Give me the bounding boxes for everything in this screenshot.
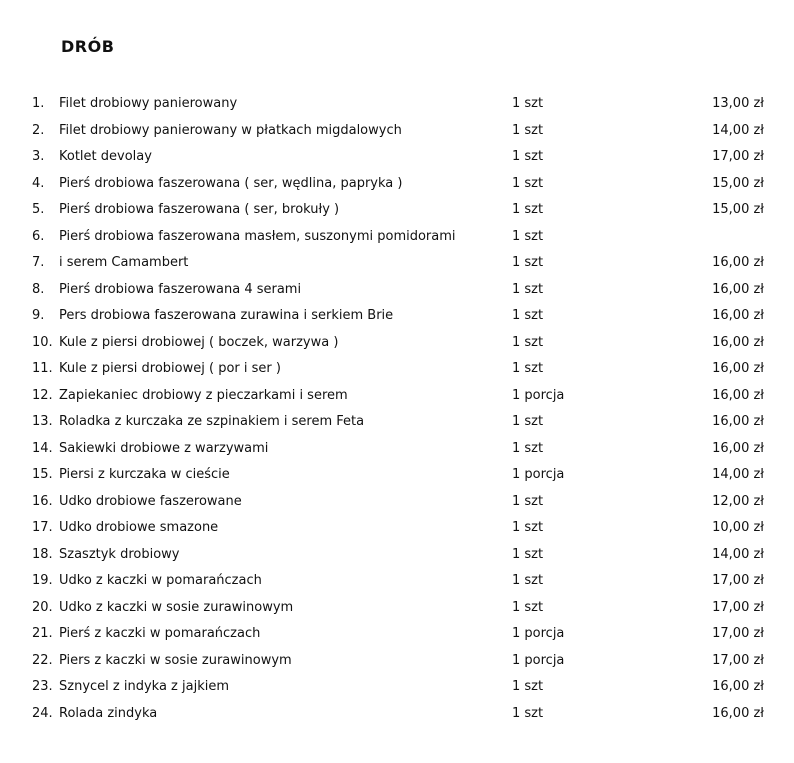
item-number: 24. [32, 705, 53, 721]
menu-item-row [0, 701, 794, 728]
item-number: 4. [32, 175, 45, 191]
item-price: 10,00 zł [712, 520, 764, 535]
item-quantity: 1 szt [512, 679, 544, 694]
item-price: 14,00 zł [712, 122, 764, 138]
item-number: 9. [32, 308, 45, 323]
item-name: Pers drobiowa faszerowana zurawina i serkiem Brie [59, 308, 394, 323]
item-quantity: 1 szt [512, 414, 544, 429]
item-name: Filet drobiowy panierowany w płatkach migdalowych [59, 122, 402, 138]
menu-item-row [0, 224, 794, 251]
item-price: 17,00 zł [712, 626, 764, 641]
item-name: Udko drobiowe faszerowane [59, 493, 242, 509]
item-name: Udko z kaczki w sosie zurawinowym [59, 599, 294, 615]
item-price: 16,00 zł [712, 334, 764, 350]
item-number: 21. [32, 626, 53, 641]
item-name: Filet drobiowy panierowany [59, 96, 238, 111]
menu-item-row [0, 595, 794, 622]
item-quantity: 1 szt [512, 334, 544, 350]
item-name: Udko z kaczki w pomarańczach [59, 573, 262, 588]
item-name: Rolada zindyka [59, 705, 158, 721]
menu-item-row [0, 171, 794, 198]
item-price: 15,00 zł [712, 175, 764, 191]
item-quantity: 1 szt [512, 493, 544, 509]
item-number: 17. [32, 520, 53, 535]
menu-item-row [0, 568, 794, 595]
item-quantity: 1 szt [512, 122, 544, 138]
item-price: 13,00 zł [712, 96, 764, 111]
item-number: 16. [32, 493, 53, 509]
item-price: 17,00 zł [712, 599, 764, 615]
item-quantity: 1 szt [512, 440, 544, 456]
item-quantity: 1 szt [512, 228, 544, 244]
item-name: Szasztyk drobiowy [59, 546, 180, 562]
item-name: Udko drobiowe smazone [59, 520, 219, 535]
item-price: 16,00 zł [712, 281, 764, 297]
item-quantity: 1 szt [512, 202, 544, 217]
item-name: Roladka z kurczaka ze szpinakiem i serem Feta [59, 414, 365, 429]
item-number: 6. [32, 228, 45, 244]
item-quantity: 1 szt [512, 96, 544, 111]
item-number: 7. [32, 255, 45, 270]
menu-item-row [0, 277, 794, 304]
item-number: 2. [32, 122, 45, 138]
item-quantity: 1 szt [512, 599, 544, 615]
item-quantity: 1 porcja [512, 387, 565, 403]
item-name: Kule z piersi drobiowej ( boczek, warzywa ) [59, 334, 339, 350]
menu-item-row [0, 462, 794, 489]
item-name: Kotlet devolay [59, 149, 152, 164]
menu-item-row [0, 542, 794, 569]
item-name: Zapiekaniec drobiowy z pieczarkami i serem [59, 387, 348, 403]
item-number: 15. [32, 467, 53, 482]
item-price: 16,00 zł [712, 440, 764, 456]
item-number: 14. [32, 440, 53, 456]
menu-item-row [0, 621, 794, 648]
section-heading: DRÓB [61, 37, 115, 56]
item-name: Pierś drobiowa faszerowana 4 serami [59, 281, 302, 297]
item-price: 16,00 zł [712, 705, 764, 721]
item-number: 23. [32, 679, 53, 694]
item-name: Pierś drobiowa faszerowana ( ser, brokuły ) [59, 202, 340, 217]
item-number: 22. [32, 652, 53, 668]
item-price: 12,00 zł [712, 493, 764, 509]
item-quantity: 1 szt [512, 520, 544, 535]
item-quantity: 1 szt [512, 361, 544, 376]
item-price: 14,00 zł [712, 546, 764, 562]
item-quantity: 1 porcja [512, 626, 565, 641]
item-price: 16,00 zł [712, 308, 764, 323]
item-price: 14,00 zł [712, 467, 764, 482]
item-number: 5. [32, 202, 45, 217]
item-name: i serem Camambert [59, 255, 189, 270]
item-quantity: 1 szt [512, 573, 544, 588]
item-quantity: 1 szt [512, 149, 544, 164]
menu-item-row [0, 436, 794, 463]
item-name: Pierś drobiowa faszerowana ( ser, wędlina, papryka ) [59, 175, 403, 191]
item-number: 11. [32, 361, 53, 376]
item-quantity: 1 porcja [512, 652, 565, 668]
item-number: 19. [32, 573, 53, 588]
item-name: Piers z kaczki w sosie zurawinowym [59, 652, 292, 668]
menu-item-row [0, 515, 794, 542]
item-price: 16,00 zł [712, 255, 764, 270]
item-number: 10. [32, 334, 53, 350]
item-name: Sakiewki drobiowe z warzywami [59, 440, 269, 456]
item-quantity: 1 szt [512, 705, 544, 721]
item-price: 16,00 zł [712, 387, 764, 403]
item-number: 8. [32, 281, 45, 297]
item-price: 16,00 zł [712, 361, 764, 376]
item-quantity: 1 porcja [512, 467, 565, 482]
item-name: Pierś drobiowa faszerowana masłem, suszonymi pomidorami [59, 228, 456, 244]
menu-item-row [0, 383, 794, 410]
item-name: Kule z piersi drobiowej ( por i ser ) [59, 361, 281, 376]
menu-item-row [0, 356, 794, 383]
item-price: 16,00 zł [712, 414, 764, 429]
item-price: 17,00 zł [712, 149, 764, 164]
menu-item-row [0, 250, 794, 277]
item-price: 16,00 zł [712, 679, 764, 694]
item-name: Piersi z kurczaka w cieście [59, 467, 230, 482]
item-quantity: 1 szt [512, 308, 544, 323]
item-number: 13. [32, 414, 53, 429]
item-price: 15,00 zł [712, 202, 764, 217]
item-number: 20. [32, 599, 53, 615]
item-quantity: 1 szt [512, 255, 544, 270]
menu-item-row [0, 330, 794, 357]
menu-item-row [0, 303, 794, 330]
menu-item-row [0, 91, 794, 118]
item-number: 18. [32, 546, 53, 562]
item-price: 17,00 zł [712, 573, 764, 588]
menu-item-row [0, 674, 794, 701]
item-name: Sznycel z indyka z jajkiem [59, 679, 229, 694]
menu-item-list [0, 91, 794, 727]
item-price: 17,00 zł [712, 652, 764, 668]
menu-item-row [0, 648, 794, 675]
item-number: 12. [32, 387, 53, 403]
menu-item-row [0, 197, 794, 224]
menu-item-row [0, 409, 794, 436]
menu-item-row [0, 118, 794, 145]
item-number: 3. [32, 149, 45, 164]
item-quantity: 1 szt [512, 281, 544, 297]
item-quantity: 1 szt [512, 175, 544, 191]
item-name: Pierś z kaczki w pomarańczach [59, 626, 261, 641]
item-quantity: 1 szt [512, 546, 544, 562]
menu-item-row [0, 489, 794, 516]
menu-item-row [0, 144, 794, 171]
item-number: 1. [32, 96, 45, 111]
